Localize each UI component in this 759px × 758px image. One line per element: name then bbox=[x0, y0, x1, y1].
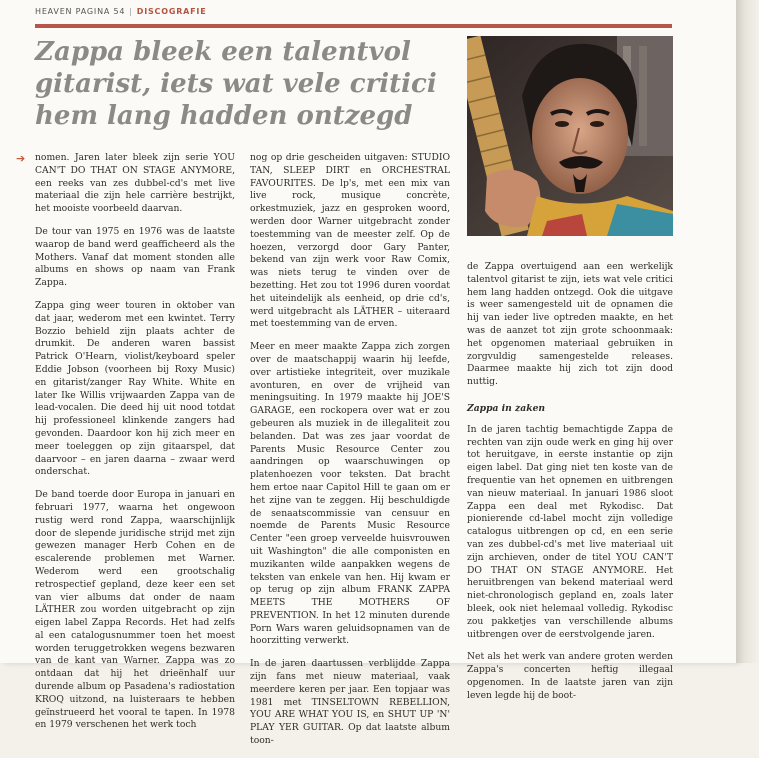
column-2 bbox=[250, 152, 450, 758]
paragraph: De tour van 1975 en 1976 was de laatste waarop de band werd geaffiche‌erd als the Mothers. Vanaf dat moment stonden alle albums en shows op naam van Frank Zappa. bbox=[35, 225, 235, 289]
paragraph: nomen. Jaren later bleek zijn serie YOU CAN'T DO THAT ON STAGE ANYMORE, een reeks van zes dubbel-cd's met live materiaal die zijn hele carrière bestrijkt, het mooiste voorbeeld daarvan. bbox=[35, 152, 235, 215]
paragraph: In de jaren tachtig bemachtigde Zappa de rechten van zijn oude werk en ging hij over tot heruitgave, in eerste instantie op zijn eigen label. Dat ging niet ten koste van de frequentie van het opnemen en uitbrengen van nieuw materiaal. In januari 1986 sloot Zappa een deal met Rykodisc. Dat pionierende cd-label mocht zijn volledige catalogus uitbrengen op cd, en een serie van zes dubbel-cd's met live materiaal uit zijn archieven, onder de titel YOU CAN'T DO THAT ON STAGE ANYMORE. Het heruitbrengen van bekend materiaal werd niet-chronologisch gepland en, zoals later bleek, ook niet helemaal volledig. Rykodisc zou pakketjes van verschillende albums uitbrengen over de eerstvolgende jaren. bbox=[467, 423, 673, 640]
paragraph: Zappa ging weer touren in oktober van dat jaar, wederom met een kwintet. Terry Bozzio behield zijn plaats achter de drumkit. De anderen waren bassist Patrick O'Hearn, violist/keyboard speler Eddie Jobson (voorheen bij Roxy Music) en gitarist/zanger Ray White. White en later Ike Willis vrijwaarden Zappa van de lead-vocalen. Die deed hij uit nood totdat hij professioneel klinkende zangers had gevonden. Daardoor kon hij zich meer en meer toeleggen op zijn gitaarspel, dat daarvoor – en jaren daarna – zwaar werd onderschat. bbox=[35, 299, 235, 478]
photo-frank-zappa bbox=[467, 36, 673, 236]
headline: Zappa bleek een talentvol gitarist, iets wat vele critici hem lang hadden ontzegd bbox=[35, 37, 437, 131]
arrow-right-icon: ➔ bbox=[16, 152, 26, 165]
section-label: DISCOGRAFIE bbox=[136, 7, 207, 16]
column-3 bbox=[467, 261, 673, 713]
paragraph: de Zappa overtuigend aan een werkelijk talentvol gitarist te zijn, iets wat vele critici hem lang hadden ontzegd. Ook die uitgave is weer samengesteld uit de opnamen die hij van ieder live optreden maakte, en het was de aanzet tot zijn grote schoonmaak: het opgenomen materiaal gebruiken in zorgvuldig samengestelde releases. Daarmee maakte hij zich tot zijn dood nuttig. bbox=[467, 261, 673, 388]
running-head bbox=[35, 7, 206, 16]
publication-label: HEAVEN PAGINA 54 bbox=[35, 7, 126, 16]
paragraph: Meer en meer maakte Zappa zich zorgen over de maatschappij waarin hij leefde, over artistieke integriteit, over muzikale avonturen, en over de vrijheid van meningsuiting. In 1979 maakte hij JOE'S GARAGE, een rockopera over wat er zou gebeuren als muziek in de illegaliteit zou belanden. Dat was zes jaar voordat de Parents Music Resource Center zou aandringen op waarschuwingen op platenhoezen voor teksten. Dat bracht hem ertoe naar Capitol Hill te gaan om er het zijne van te zeggen. Hij beschuldigde de senaatscommissie van censuur en noemde de Parents Music Resource Center "een groep verveelde huisvrouwen uit Washington" die alle componisten en muzikanten wilde aanpakken wegens de teksten van enkele van hen. Hij kwam er op terug op zijn album FRANK ZAPPA MEETS THE MOTHERS OF PREVENTION. In het 12 minuten durende Porn Wars waren geluidsopnamen van de hoorzitting verwerkt. bbox=[250, 341, 450, 647]
header-rule bbox=[35, 24, 672, 28]
portrait-illustration bbox=[467, 36, 673, 236]
paragraph: Net als het werk van andere groten werden Zappa's concerten heftig illegaal opgenomen. In de laatste jaren van zijn leven legde hij de boot- bbox=[467, 651, 673, 701]
column-1 bbox=[35, 152, 235, 742]
page-gutter bbox=[736, 0, 759, 663]
paragraph: In de jaren daartussen verblijdde Zappa zijn fans met nieuw materiaal, vaak meerdere keren per jaar. Een topjaar was 1981 met TINSELTOWN REBELLION, YOU ARE WHAT YOU IS, en SHUT UP 'N' PLAY YER GUITAR. Op dat laatste album toon- bbox=[250, 658, 450, 747]
paragraph: De band toerde door Europa in januari en februari 1977, waarna het ongewoon rustig werd rond Zappa, waarschijnlijk door de slepende juridische strijd met zijn gewezen manager Herb Cohen en de escalerende problemen met Warner. Wederom werd een grootschalig retrospectief gepland, deze keer een set van vier albums dat onder de naam LÄTHER zou worden uitgebracht op zijn eigen label Zappa Records. Het had zelfs al een catalogusnummer toen het moest worden teruggetrokken wegens bezwaren van de kant van Warner. Zappa was zo ontdaan dat hij het drieënhalf uur durende album op Pasadena's radiostation KROQ uitzond, na luisteraars te hebben geïnstrueerd het vooral te tapen. In 1978 en 1979 verschenen het werk toch bbox=[35, 489, 235, 731]
separator: | bbox=[129, 7, 133, 16]
paragraph: nog op drie gescheiden uitgaven: STUDIO TAN, SLEEP DIRT en ORCHESTRAL FAVOURITES. De lp's, met een mix van live rock, musique concrète, orkestmuziek, jazz en gesproken woord, werden door Warner uitgebracht zonder toestemming van de meester zelf. Op de hoezen, verzorgd door Gary Panter, bekend van zijn werk voor Raw Comix, was niets terug te vinden over de bezetting. Het zou tot 1996 duren voordat het uiteindelijk als eenheid, op drie cd's, werd uitgebracht als LÄTHER – uiteraard met toestemming van de erven. bbox=[250, 152, 450, 330]
subheading: Zappa in zaken bbox=[467, 402, 546, 414]
